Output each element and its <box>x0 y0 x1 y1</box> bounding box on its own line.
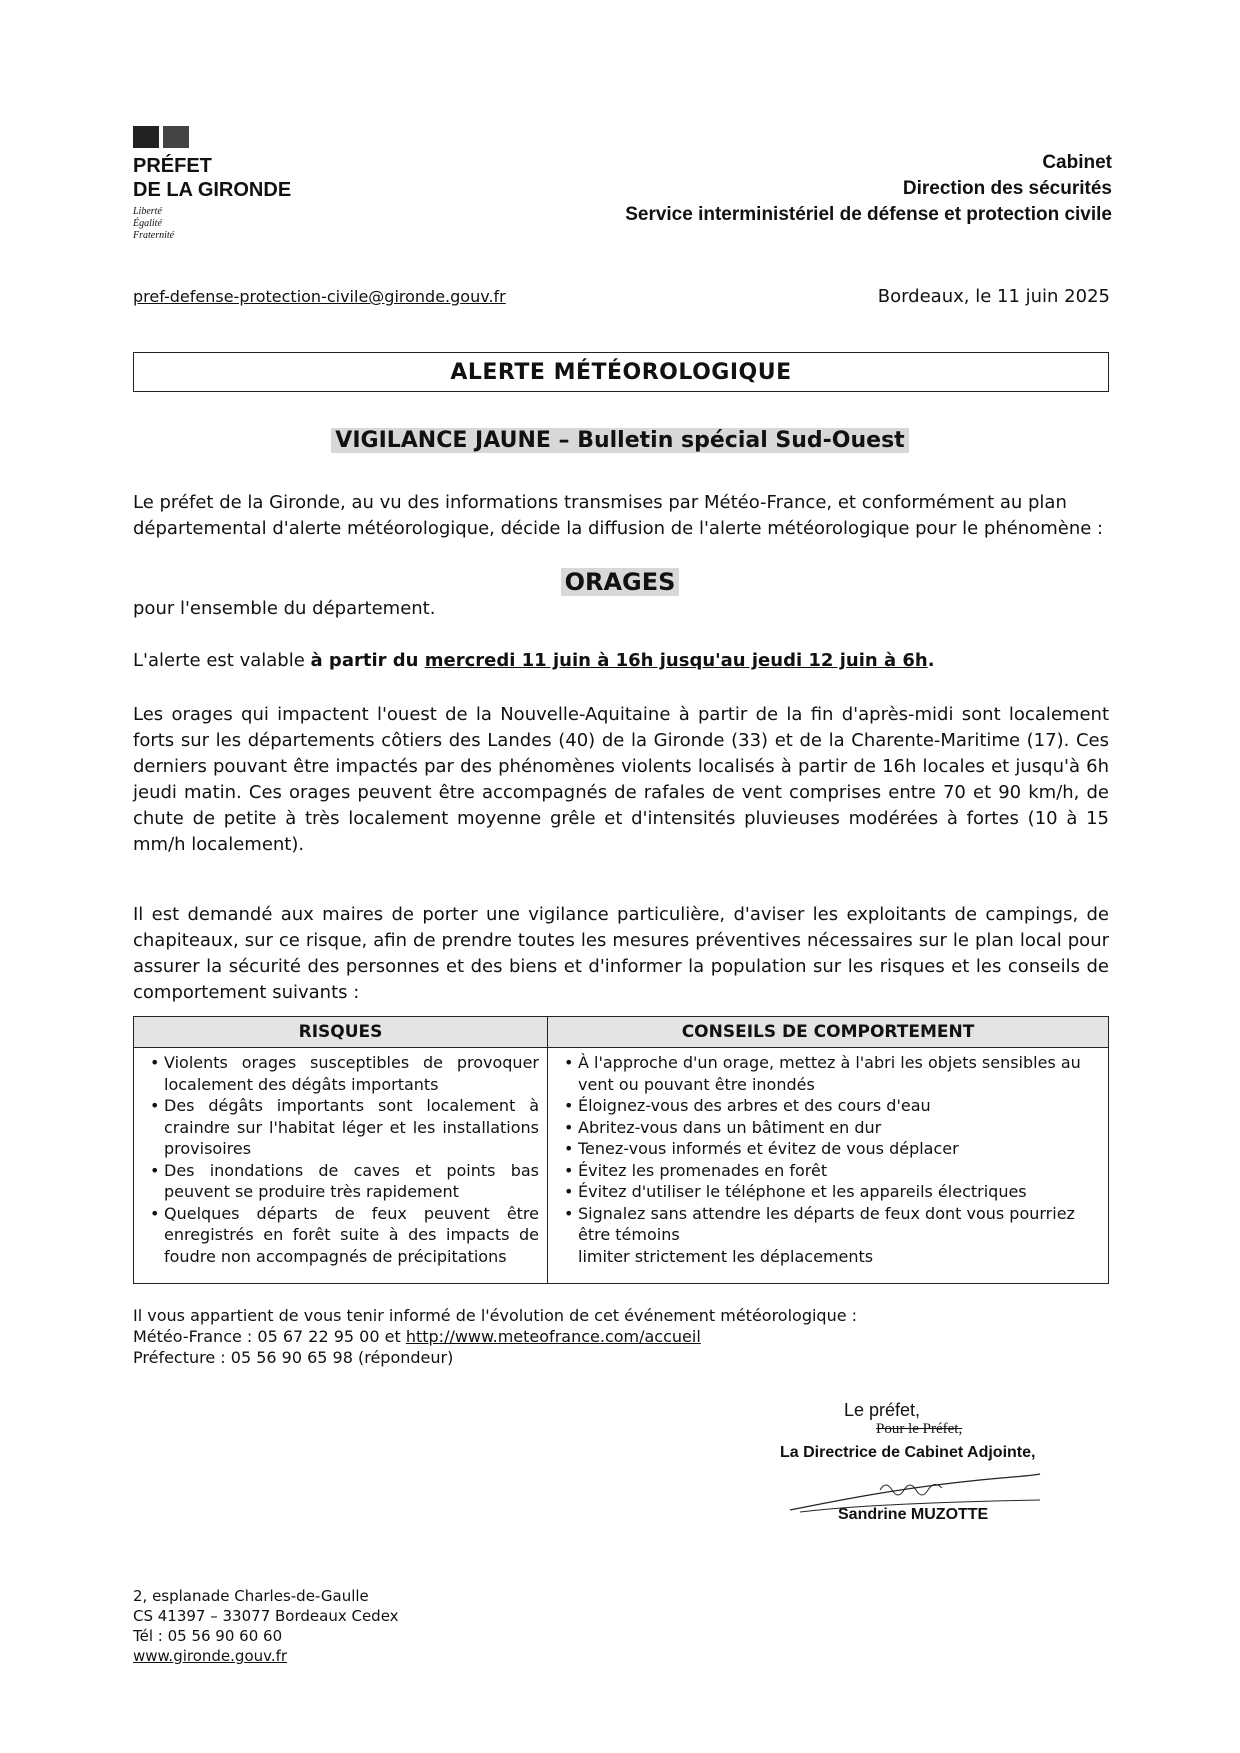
advice-item: • Abritez-vous dans un bâtiment en dur <box>562 1117 1100 1139</box>
validity-line <box>133 650 935 671</box>
table-body <box>134 1048 1108 1283</box>
signature-block <box>780 1400 1100 1540</box>
marianne-flag-icon <box>133 126 193 148</box>
risk-item: • Des inondations de caves et points bas peuvent se produire très rapidement <box>148 1160 539 1203</box>
advice-item: • Évitez les promenades en forêt <box>562 1160 1100 1182</box>
service-sidpc: Service interministériel de défense et protection civile <box>625 204 1112 225</box>
advice-cell <box>548 1048 1108 1283</box>
meteo-france-line <box>133 1326 857 1347</box>
devise-liberte: Liberté <box>133 206 162 217</box>
advice-extra: limiter strictement les déplacements <box>578 1246 874 1266</box>
signatory-name: Sandrine MUZOTTE <box>838 1506 989 1523</box>
advice-item: • Tenez-vous informés et évitez de vous déplacer <box>562 1138 1100 1160</box>
signature-pour-le-prefet: Pour le Préfet, <box>876 1421 963 1437</box>
advice-item: • Évitez d'utiliser le téléphone et les appareils électriques <box>562 1181 1100 1203</box>
intro-paragraph: Le préfet de la Gironde, au vu des informations transmises par Météo-France, et conformément au plan départemental d'alerte météorologique, décide la diffusion de l'alerte météorologique pour le phénomène : <box>133 492 1104 539</box>
phenomenon-label: ORAGES <box>561 568 680 596</box>
validity-suffix: . <box>927 650 935 671</box>
vigilance-heading: VIGILANCE JAUNE – Bulletin spécial Sud-Ouest <box>331 428 908 453</box>
risk-item: • Violents orages susceptibles de provoquer localement des dégâts importants <box>148 1052 539 1095</box>
service-cabinet: Cabinet <box>1042 152 1112 173</box>
advice-item: • Éloignez-vous des arbres et des cours d'eau <box>562 1095 1100 1117</box>
maires-paragraph: Il est demandé aux maires de porter une vigilance particulière, d'aviser les exploitants de campings, de chapiteaux, sur ce risque, afin de prendre toutes les mesures préventives nécessaires sur le plan local pour assurer la sécurité des personnes et des biens et d'informer la population sur les risques et les conseils de comportement suivants : <box>133 904 1109 1003</box>
devise-egalite: Égalité <box>133 218 162 229</box>
footer-website-link[interactable]: www.gironde.gouv.fr <box>133 1647 288 1665</box>
meteo-france-phone: Météo-France : 05 67 22 95 00 et <box>133 1327 406 1346</box>
risks-advice-table <box>133 1016 1109 1284</box>
risks-cell <box>134 1048 548 1283</box>
advice-header: CONSEILS DE COMPORTEMENT <box>681 1022 975 1042</box>
prefet-title-line1: PRÉFET <box>133 155 212 177</box>
footer-tel: Tél : 05 56 90 60 60 <box>133 1627 283 1645</box>
footer-address-line2: CS 41397 – 33077 Bordeaux Cedex <box>133 1607 399 1625</box>
info-line: Il vous appartient de vous tenir informé de l'évolution de cet événement météorologique : <box>133 1306 858 1325</box>
devise <box>133 206 193 242</box>
alert-title-box <box>133 352 1109 392</box>
prefet-title-line2: DE LA GIRONDE <box>133 179 292 201</box>
table-header <box>134 1017 1108 1048</box>
signature-le-prefet: Le préfet, <box>844 1400 921 1420</box>
service-direction: Direction des sécurités <box>902 178 1112 199</box>
orages-paragraph: Les orages qui impactent l'ouest de la Nouvelle-Aquitaine à partir de la fin d'après-midi sont localement forts sur les départements côtiers des Landes (40) de la Gironde (33) et de la Charente-Maritime (17). Ces derniers pouvant être impactés par des phénomènes violents localisés à partir de 16h locales et jusqu'à 6h jeudi matin. Ces orages peuvent être accompagnés de rafales de vent comprises entre 70 et 90 km/h, de chute de petite à très localement moyenne grêle et d'intensités pluvieuses modérées à fortes (10 à 15 mm/h localement). <box>133 704 1109 855</box>
risk-item: • Des dégâts importants sont localement à craindre sur l'habitat léger et les installations provisoires <box>148 1095 539 1160</box>
phenomenon-wrap <box>0 568 1240 596</box>
scope-text: pour l'ensemble du département. <box>133 598 436 619</box>
footer-address <box>133 1586 399 1666</box>
signature-role: La Directrice de Cabinet Adjointe, <box>780 1444 1036 1461</box>
risks-header: RISQUES <box>134 1017 548 1047</box>
info-block <box>133 1305 857 1368</box>
validity-bold: à partir du <box>310 650 425 671</box>
service-block <box>625 150 1112 228</box>
advice-item: • À l'approche d'un orage, mettez à l'abri les objets sensibles au vent ou pouvant être inondés <box>562 1052 1100 1095</box>
prefecture-phone: Préfecture : 05 56 90 65 98 (répondeur) <box>133 1348 454 1367</box>
footer-address-line1: 2, esplanade Charles-de-Gaulle <box>133 1587 369 1605</box>
risk-item: • Quelques départs de feux peuvent être enregistrés en forêt suite à des impacts de foudre non accompagnés de précipitations <box>148 1203 539 1268</box>
meteo-france-link[interactable]: http://www.meteofrance.com/accueil <box>405 1327 701 1346</box>
alert-title: ALERTE MÉTÉOROLOGIQUE <box>450 359 792 385</box>
prefecture-logo <box>133 126 292 242</box>
contact-email-link[interactable]: pref-defense-protection-civile@gironde.gouv.fr <box>133 287 506 306</box>
document-date: Bordeaux, le 11 juin 2025 <box>877 286 1110 307</box>
validity-prefix: L'alerte est valable <box>133 650 311 671</box>
devise-fraternite: Fraternité <box>133 230 175 241</box>
vigilance-heading-wrap <box>0 428 1240 453</box>
validity-period: mercredi 11 juin à 16h jusqu'au jeudi 12 juin à 6h <box>424 650 928 671</box>
advice-item: • Signalez sans attendre les départs de feux dont vous pourriez être témoins <box>562 1203 1100 1246</box>
